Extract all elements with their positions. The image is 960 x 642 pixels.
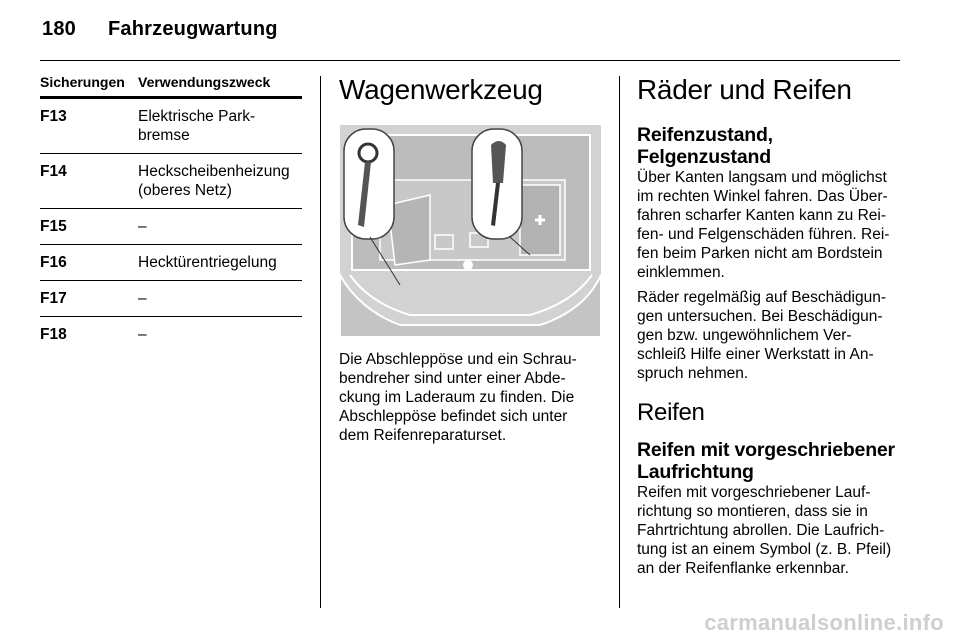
section-title: Fahrzeugwartung bbox=[108, 18, 278, 40]
fuse-table bbox=[40, 74, 302, 352]
body-paragraph: Reifen mit vorgeschriebener Lauf- richtung so montieren, dass sie in Fahrtrichtung abrollen. Die Laufrich- tung ist an einem Symbol (z. B. Pfeil) an der Reifenflanke erkennbar. bbox=[637, 484, 892, 577]
subsection-heading: Reifen mit vorgeschriebener Laufrichtung bbox=[637, 439, 895, 483]
fuse-usage: Heckscheibenheizung (oberes Netz) bbox=[138, 163, 290, 199]
table-row bbox=[40, 245, 302, 281]
fuse-id: F16 bbox=[40, 254, 67, 271]
body-paragraph: Die Abschleppöse und ein Schrau- bendreher sind unter einer Abde- ckung im Laderaum zu finden. Die Abschleppöse befindet sich unter dem Reifenreparaturset. bbox=[339, 351, 577, 444]
fuse-usage: Hecktürentriegelung bbox=[138, 254, 277, 271]
fuse-id: F18 bbox=[40, 326, 67, 343]
wagenwerkzeug-section bbox=[339, 74, 604, 444]
table-row bbox=[40, 281, 302, 317]
table-row bbox=[40, 99, 302, 154]
body-paragraph: Über Kanten langsam und möglichst im rechten Winkel fahren. Das Über- fahren scharfer Kanten kann zu Rei- fen- und Felgenschäden führen. Rei- fen beim Parken nicht am Bordstein einklemmen. bbox=[637, 169, 890, 281]
column-header-usage: Verwendungszweck bbox=[138, 74, 271, 90]
table-row bbox=[40, 154, 302, 209]
section-heading: Räder und Reifen bbox=[637, 74, 852, 105]
page-header bbox=[42, 18, 278, 41]
page-number: 180 bbox=[42, 18, 76, 40]
fuse-id: F13 bbox=[40, 108, 67, 125]
cargo-tools-illustration bbox=[340, 125, 601, 337]
watermark: carmanualsonline.info bbox=[704, 610, 944, 635]
fuse-id: F17 bbox=[40, 290, 67, 307]
fuse-id: F15 bbox=[40, 218, 67, 235]
fuse-usage: – bbox=[138, 326, 147, 343]
section-heading: Wagenwerkzeug bbox=[339, 74, 543, 105]
fuse-id: F14 bbox=[40, 163, 67, 180]
column-divider bbox=[320, 76, 321, 608]
cargo-area-drawing bbox=[340, 125, 601, 337]
body-paragraph: Räder regelmäßig auf Beschädigun- gen untersuchen. Bei Beschädigun- gen bzw. ungewöhnlichem Ver- schleiß Hilfe einer Werkstatt in An- spruch nehmen. bbox=[637, 289, 886, 382]
column-divider bbox=[619, 76, 620, 608]
section-heading: Reifen bbox=[637, 399, 705, 426]
table-row bbox=[40, 317, 302, 352]
column-header-fuse: Sicherungen bbox=[40, 74, 125, 90]
header-rule bbox=[40, 60, 900, 61]
table-header bbox=[40, 74, 302, 99]
raeder-und-reifen-section bbox=[637, 74, 905, 578]
table-row bbox=[40, 209, 302, 245]
fuse-usage: – bbox=[138, 218, 147, 235]
fuse-usage: – bbox=[138, 290, 147, 307]
fuse-usage: Elektrische Park- bremse bbox=[138, 108, 256, 144]
subsection-heading: Reifenzustand, Felgenzustand bbox=[637, 124, 773, 168]
